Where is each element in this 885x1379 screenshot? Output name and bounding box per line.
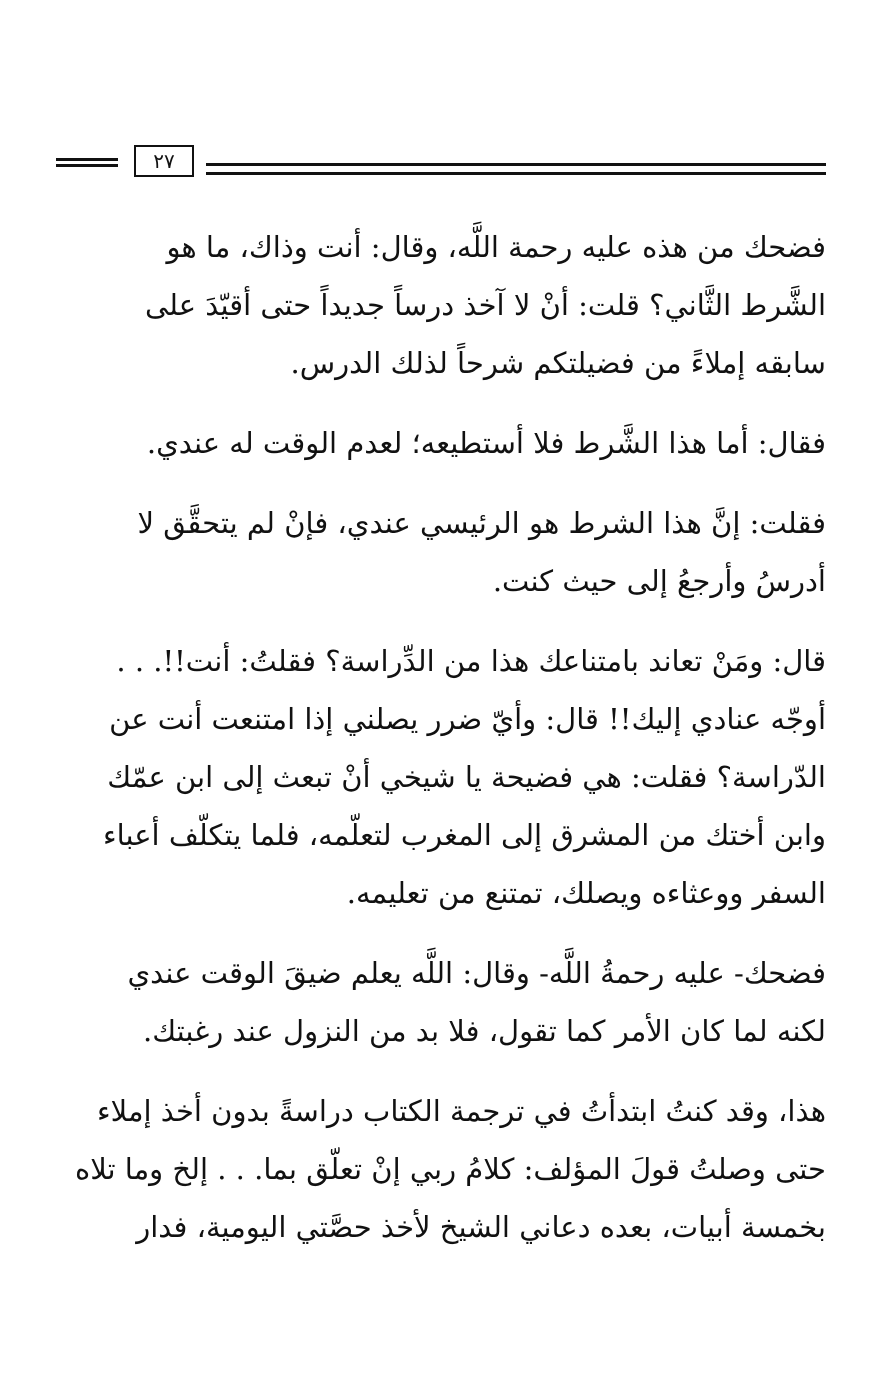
text-line: هذا، وقد كنتُ ابتدأتُ في ترجمة الكتاب دراسةً بدون أخذ إملاء bbox=[97, 1094, 826, 1128]
text-line: أدرسُ وأرجعُ إلى حيث كنت. bbox=[492, 564, 826, 598]
paragraph bbox=[56, 414, 826, 472]
text-line: لكنه لما كان الأمر كما تقول، فلا بد من النزول عند رغبتك. bbox=[142, 1014, 826, 1048]
page-number-box bbox=[134, 145, 194, 177]
paragraph bbox=[56, 218, 826, 392]
paragraph bbox=[56, 1082, 826, 1256]
text-line: بخمسة أبيات، بعده دعاني الشيخ لأخذ حصَّتي اليومية، فدار bbox=[136, 1210, 826, 1244]
paragraph bbox=[56, 632, 826, 922]
text-line: سابقه إملاءً من فضيلتكم شرحاً لذلك الدرس. bbox=[290, 346, 826, 380]
text-line: الدّراسة؟ فقلت: هي فضيحة يا شيخي أنْ تبعث إلى ابن عمّك bbox=[107, 760, 826, 794]
text-line: قال: ومَنْ تعاند بامتناعك هذا من الدِّراسة؟ فقلتُ: أنت!!. . . bbox=[116, 644, 826, 678]
text-line: وابن أختك من المشرق إلى المغرب لتعلّمه، فلما يتكلّف أعباء bbox=[103, 818, 826, 852]
text-line: فضحك- عليه رحمةُ اللَّه- وقال: اللَّه يعلم ضيقَ الوقت عندي bbox=[127, 956, 826, 990]
text-line: السفر ووعثاءه ويصلك، تمتنع من تعليمه. bbox=[346, 876, 826, 910]
header-rule-short bbox=[56, 158, 118, 167]
page-body bbox=[56, 218, 826, 1278]
page-number: ٢٧ bbox=[153, 149, 175, 173]
header-rule-long bbox=[206, 163, 826, 175]
text-line: حتى وصلتُ قولَ المؤلف: كلامُ ربي إنْ تعلّق بما. . . إلخ وما تلاه bbox=[75, 1152, 826, 1186]
text-line: فضحك من هذه عليه رحمة اللَّه، وقال: أنت وذاك، ما هو bbox=[166, 230, 826, 264]
text-line: فقلت: إنَّ هذا الشرط هو الرئيسي عندي، فإنْ لم يتحقَّق لا bbox=[137, 506, 826, 540]
text-line: الشَّرط الثَّاني؟ قلت: أنْ لا آخذ درساً جديداً حتى أقيّدَ على bbox=[144, 288, 826, 322]
paragraph bbox=[56, 494, 826, 610]
paragraph bbox=[56, 944, 826, 1060]
text-line: فقال: أما هذا الشَّرط فلا أستطيعه؛ لعدم الوقت له عندي. bbox=[146, 426, 826, 460]
page-header bbox=[56, 145, 826, 185]
text-line: أوجّه عنادي إليك!! قال: وأيّ ضرر يصلني إذا امتنعت أنت عن bbox=[109, 702, 826, 736]
